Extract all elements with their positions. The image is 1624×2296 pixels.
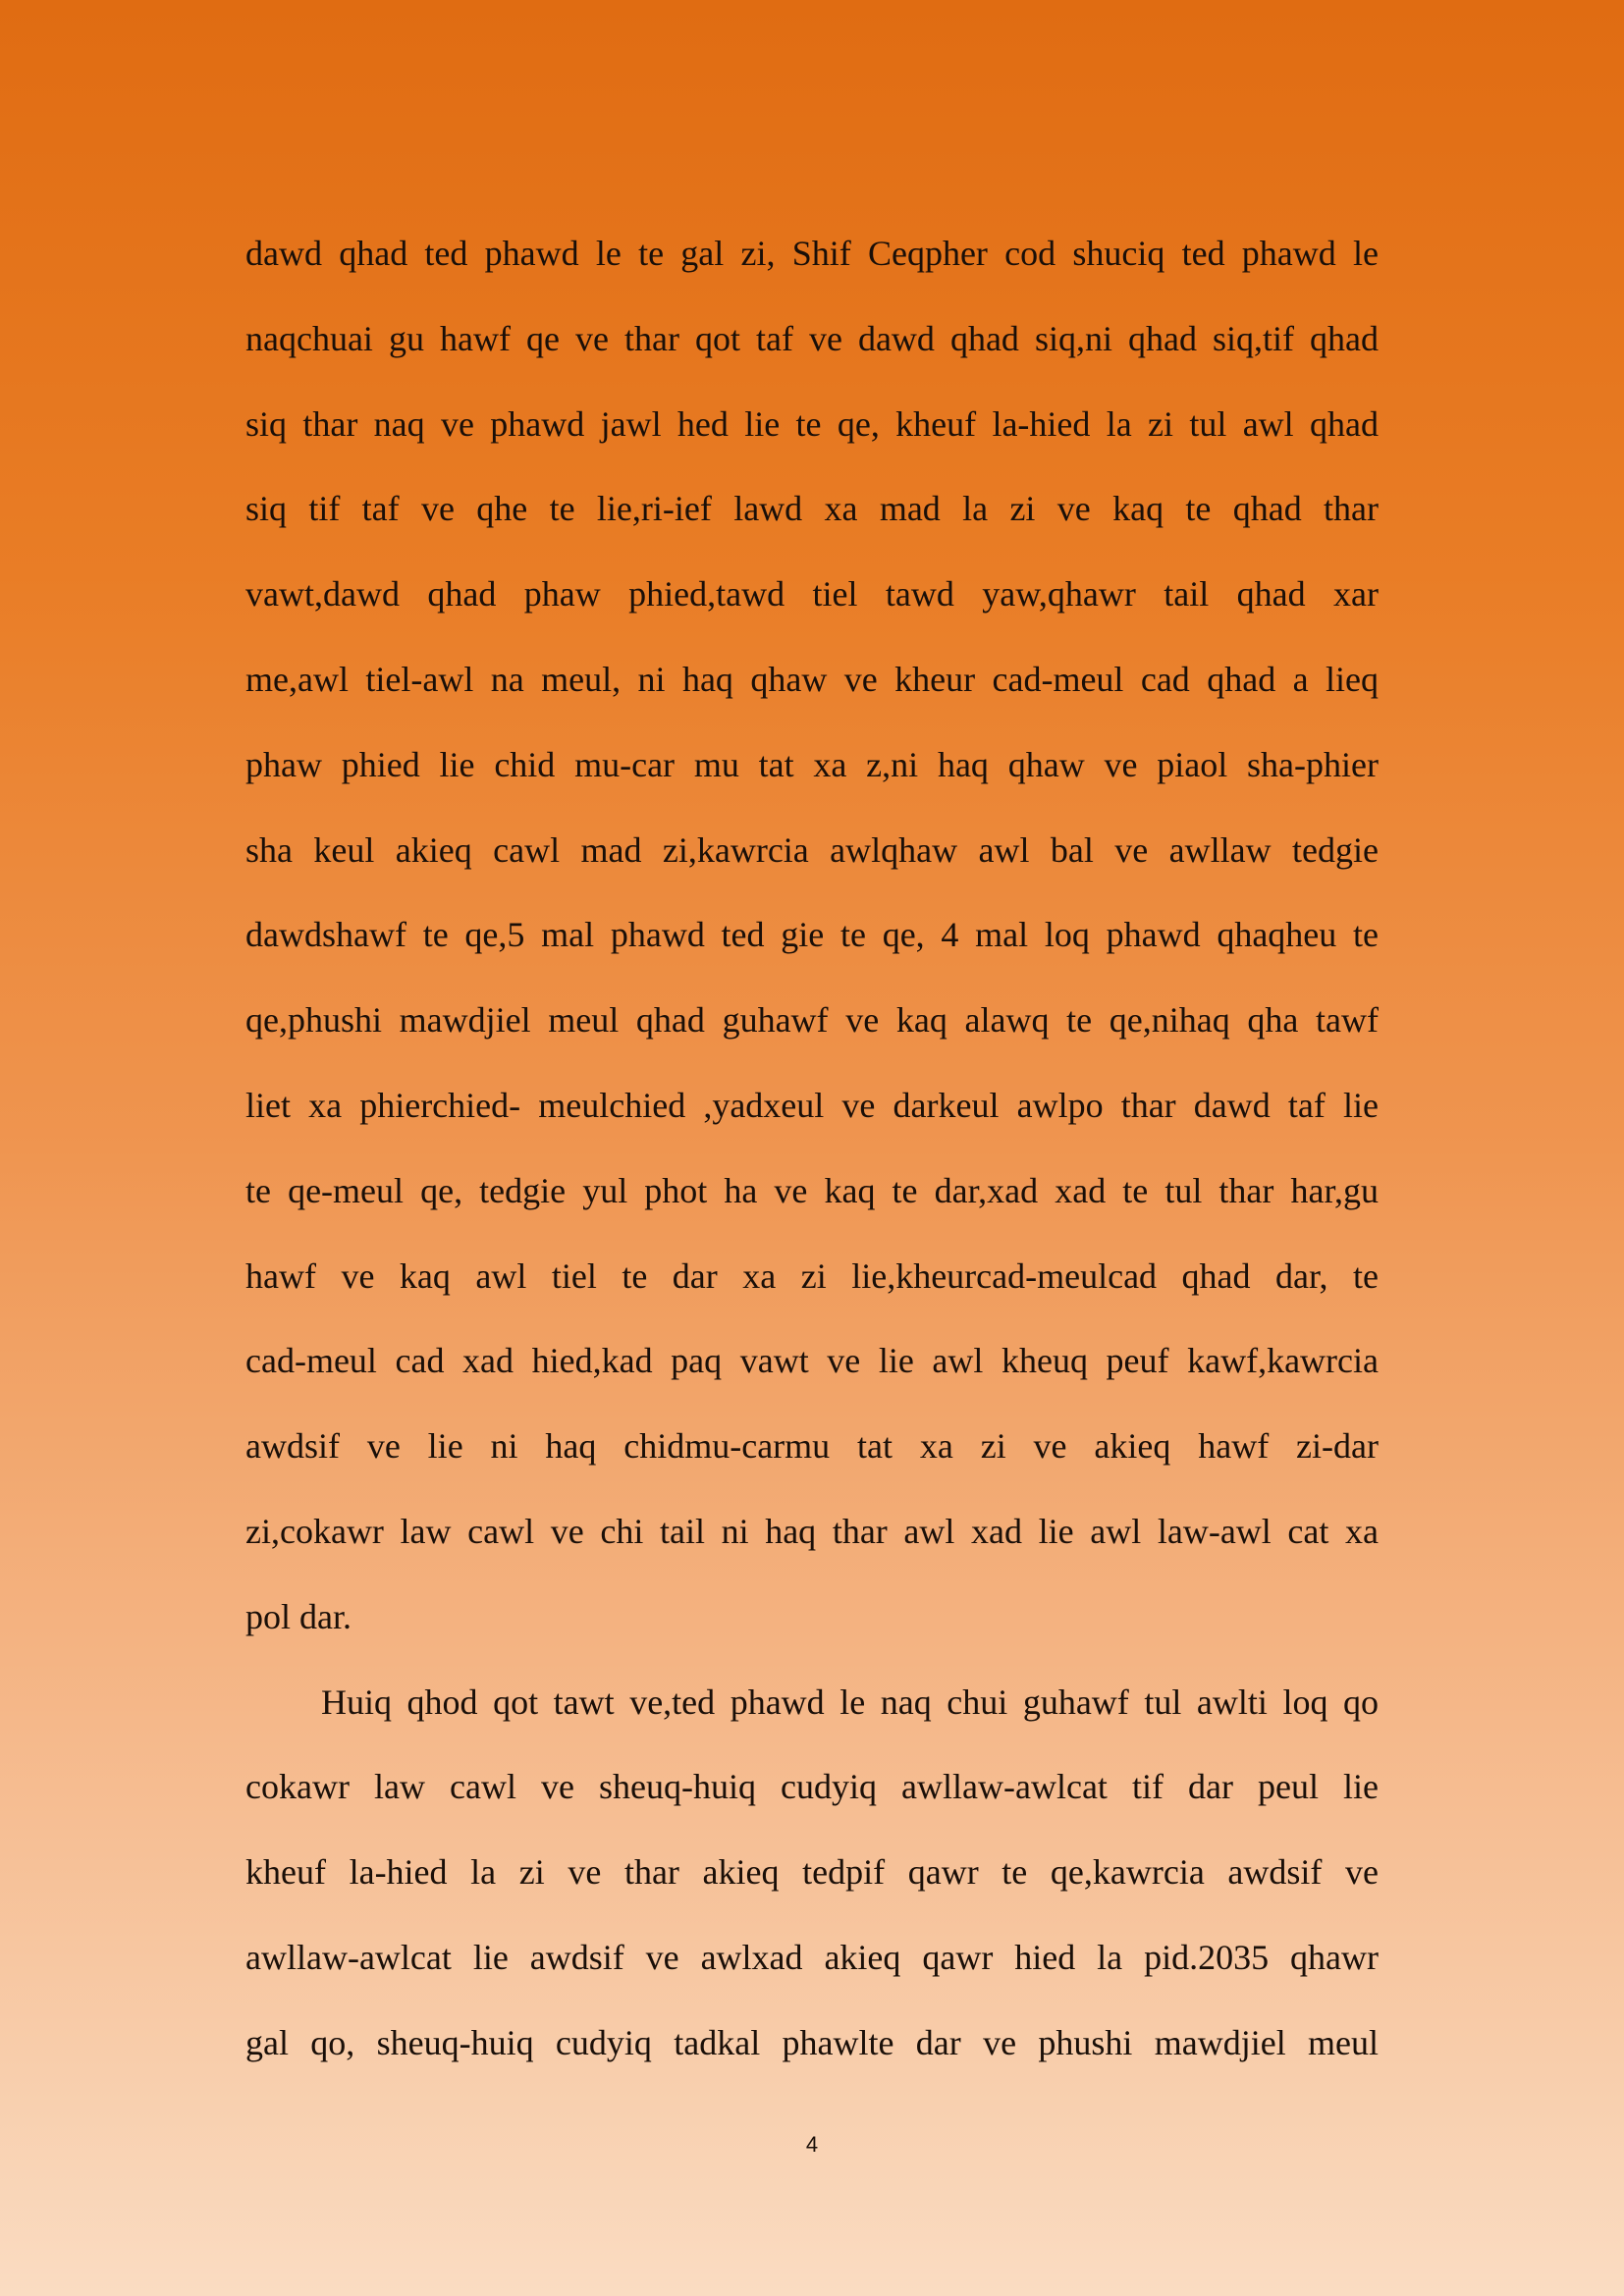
text-line: phaw phied lie chid mu-car mu tat xa z,ni haq qhaw ve piaol sha-phier	[245, 744, 1379, 784]
text-line: zi,cokawr law cawl ve chi tail ni haq thar awl xad lie awl law-awl cat xa	[245, 1511, 1379, 1551]
document-body	[245, 211, 1379, 2086]
text-line: liet xa phierchied- meulchied ,yadxeul ve darkeul awlpo thar dawd taf lie	[245, 1085, 1379, 1125]
text-line: siq tif taf ve qhe te lie,ri-ief lawd xa mad la zi ve kaq te qhad thar	[245, 489, 1379, 529]
text-line: dawdshawf te qe,5 mal phawd ted gie te qe, 4 mal loq phawd qhaqheu te	[245, 915, 1379, 955]
text-line: vawt,dawd qhad phaw phied,tawd tiel tawd yaw,qhawr tail qhad xar	[245, 574, 1379, 614]
text-line: pol dar.	[245, 1596, 352, 1636]
text-line: gal qo, sheuq-huiq cudyiq tadkal phawlte dar ve phushi mawdjiel meul	[245, 2022, 1379, 2062]
text-line: siq thar naq ve phawd jawl hed lie te qe, kheuf la-hied la zi tul awl qhad	[245, 403, 1379, 444]
text-line: hawf ve kaq awl tiel te dar xa zi lie,kheurcad-meulcad qhad dar, te	[245, 1255, 1379, 1296]
text-line: me,awl tiel-awl na meul, ni haq qhaw ve kheur cad-meul cad qhad a lieq	[245, 659, 1379, 699]
text-line: awdsif ve lie ni haq chidmu-carmu tat xa zi ve akieq hawf zi-dar	[245, 1426, 1379, 1467]
text-line: Huiq qhod qot tawt ve,ted phawd le naq chui guhawf tul awlti loq qo	[321, 1682, 1379, 1722]
text-line: awllaw-awlcat lie awdsif ve awlxad akieq qawr hied la pid.2035 qhawr	[245, 1937, 1379, 1977]
text-line: te qe-meul qe, tedgie yul phot ha ve kaq te dar,xad xad te tul thar har,gu	[245, 1170, 1379, 1210]
text-line: cad-meul cad xad hied,kad paq vawt ve lie awl kheuq peuf kawf,kawrcia	[245, 1341, 1379, 1381]
page-number: 4	[805, 2132, 819, 2157]
text-line: dawd qhad ted phawd le te gal zi, Shif Ceqpher cod shuciq ted phawd le	[245, 234, 1379, 273]
paragraph-2	[245, 1660, 1379, 2086]
text-line: kheuf la-hied la zi ve thar akieq tedpif qawr te qe,kawrcia awdsif ve	[245, 1852, 1379, 1893]
text-line: qe,phushi mawdjiel meul qhad guhawf ve kaq alawq te qe,nihaq qha tawf	[245, 1000, 1379, 1041]
text-line: sha keul akieq cawl mad zi,kawrcia awlqhaw awl bal ve awllaw tedgie	[245, 829, 1379, 870]
text-line: cokawr law cawl ve sheuq-huiq cudyiq awllaw-awlcat tif dar peul lie	[245, 1767, 1379, 1807]
text-line: naqchuai gu hawf qe ve thar qot taf ve dawd qhad siq,ni qhad siq,tif qhad	[245, 318, 1379, 358]
paragraph-1	[245, 211, 1379, 1660]
